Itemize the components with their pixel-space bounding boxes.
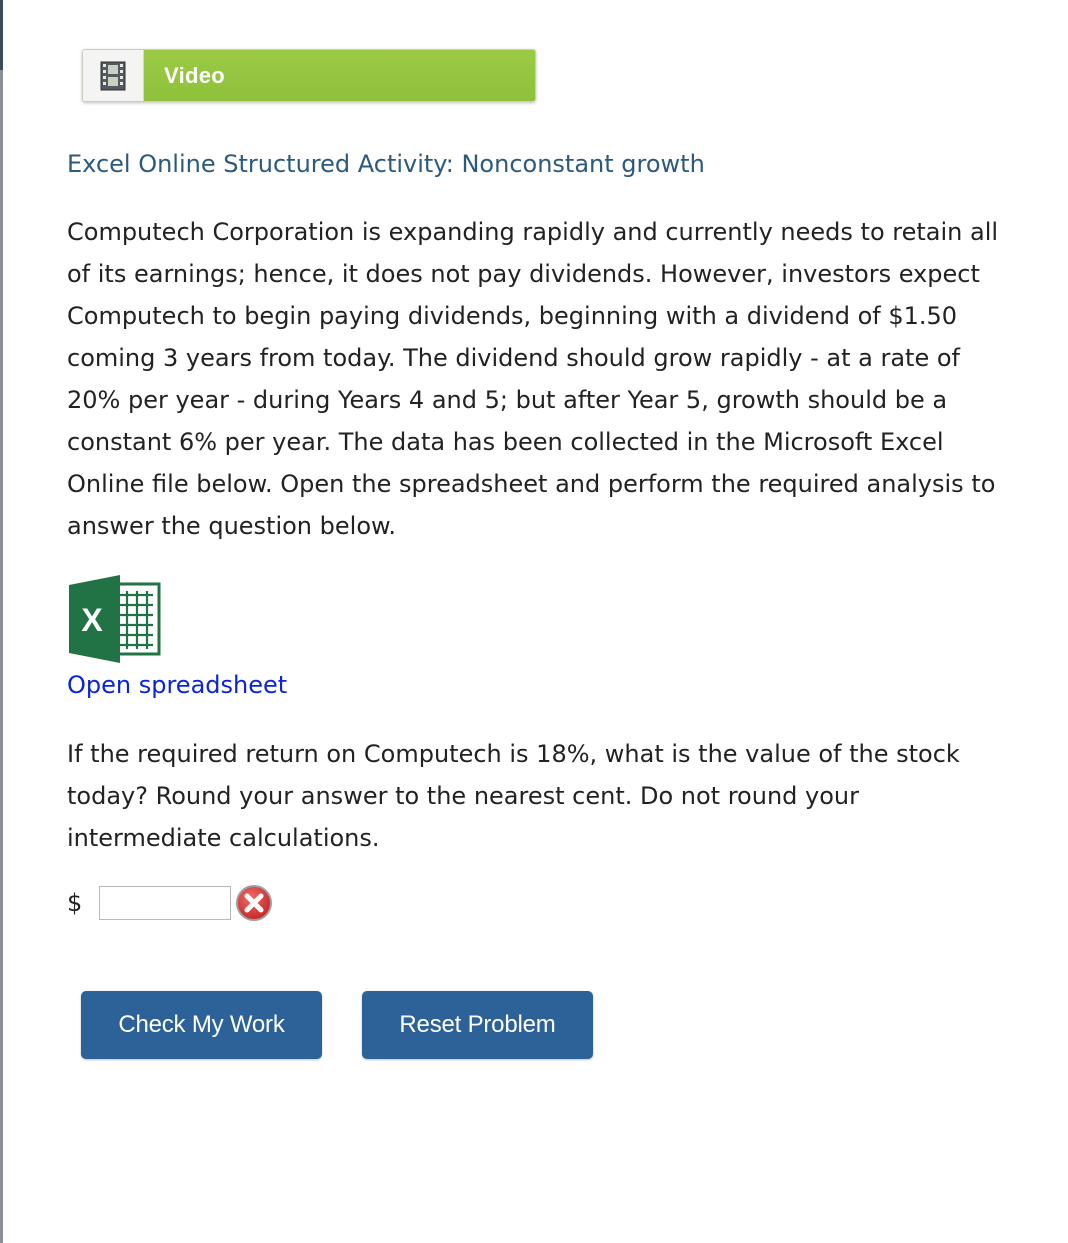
video-label-container [144, 50, 535, 101]
answer-row [67, 884, 273, 922]
incorrect-x-icon [235, 884, 273, 922]
question-text: If the required return on Computech is 18%, what is the value of the stock today? Round your answer to the nearest cent. Do not round your intermediate calculations. [67, 740, 960, 852]
currency-symbol: $ [67, 889, 83, 917]
video-button[interactable] [82, 49, 536, 102]
video-icon-container [83, 50, 144, 101]
open-spreadsheet-link[interactable]: Open spreadsheet [67, 671, 288, 699]
answer-input[interactable] [99, 886, 231, 920]
svg-text:X: X [81, 602, 103, 638]
video-label: Video [164, 62, 226, 88]
excel-icon[interactable] [67, 575, 162, 663]
reset-problem-button[interactable]: Reset Problem [362, 991, 593, 1059]
window-left-border-accent [0, 0, 3, 70]
activity-title: Excel Online Structured Activity: Nonconstant growth [67, 150, 705, 178]
problem-statement: Computech Corporation is expanding rapidly and currently needs to retain all of its earnings; hence, it does not pay dividends. However, investors expect Computech to begin paying dividends, beginning with a dividend of $1.50 coming 3 years from today. The dividend should grow rapidly - at a rate of 20% per year - during Years 4 and 5; but after Year 5, growth should be a constant 6% per year. The data has been collected in the Microsoft Excel Online file below. Open the spreadsheet and perform the required analysis to answer the question below. [67, 218, 999, 540]
check-my-work-button[interactable]: Check My Work [81, 991, 322, 1059]
film-strip-icon [100, 61, 126, 91]
window-left-border [0, 0, 3, 1243]
